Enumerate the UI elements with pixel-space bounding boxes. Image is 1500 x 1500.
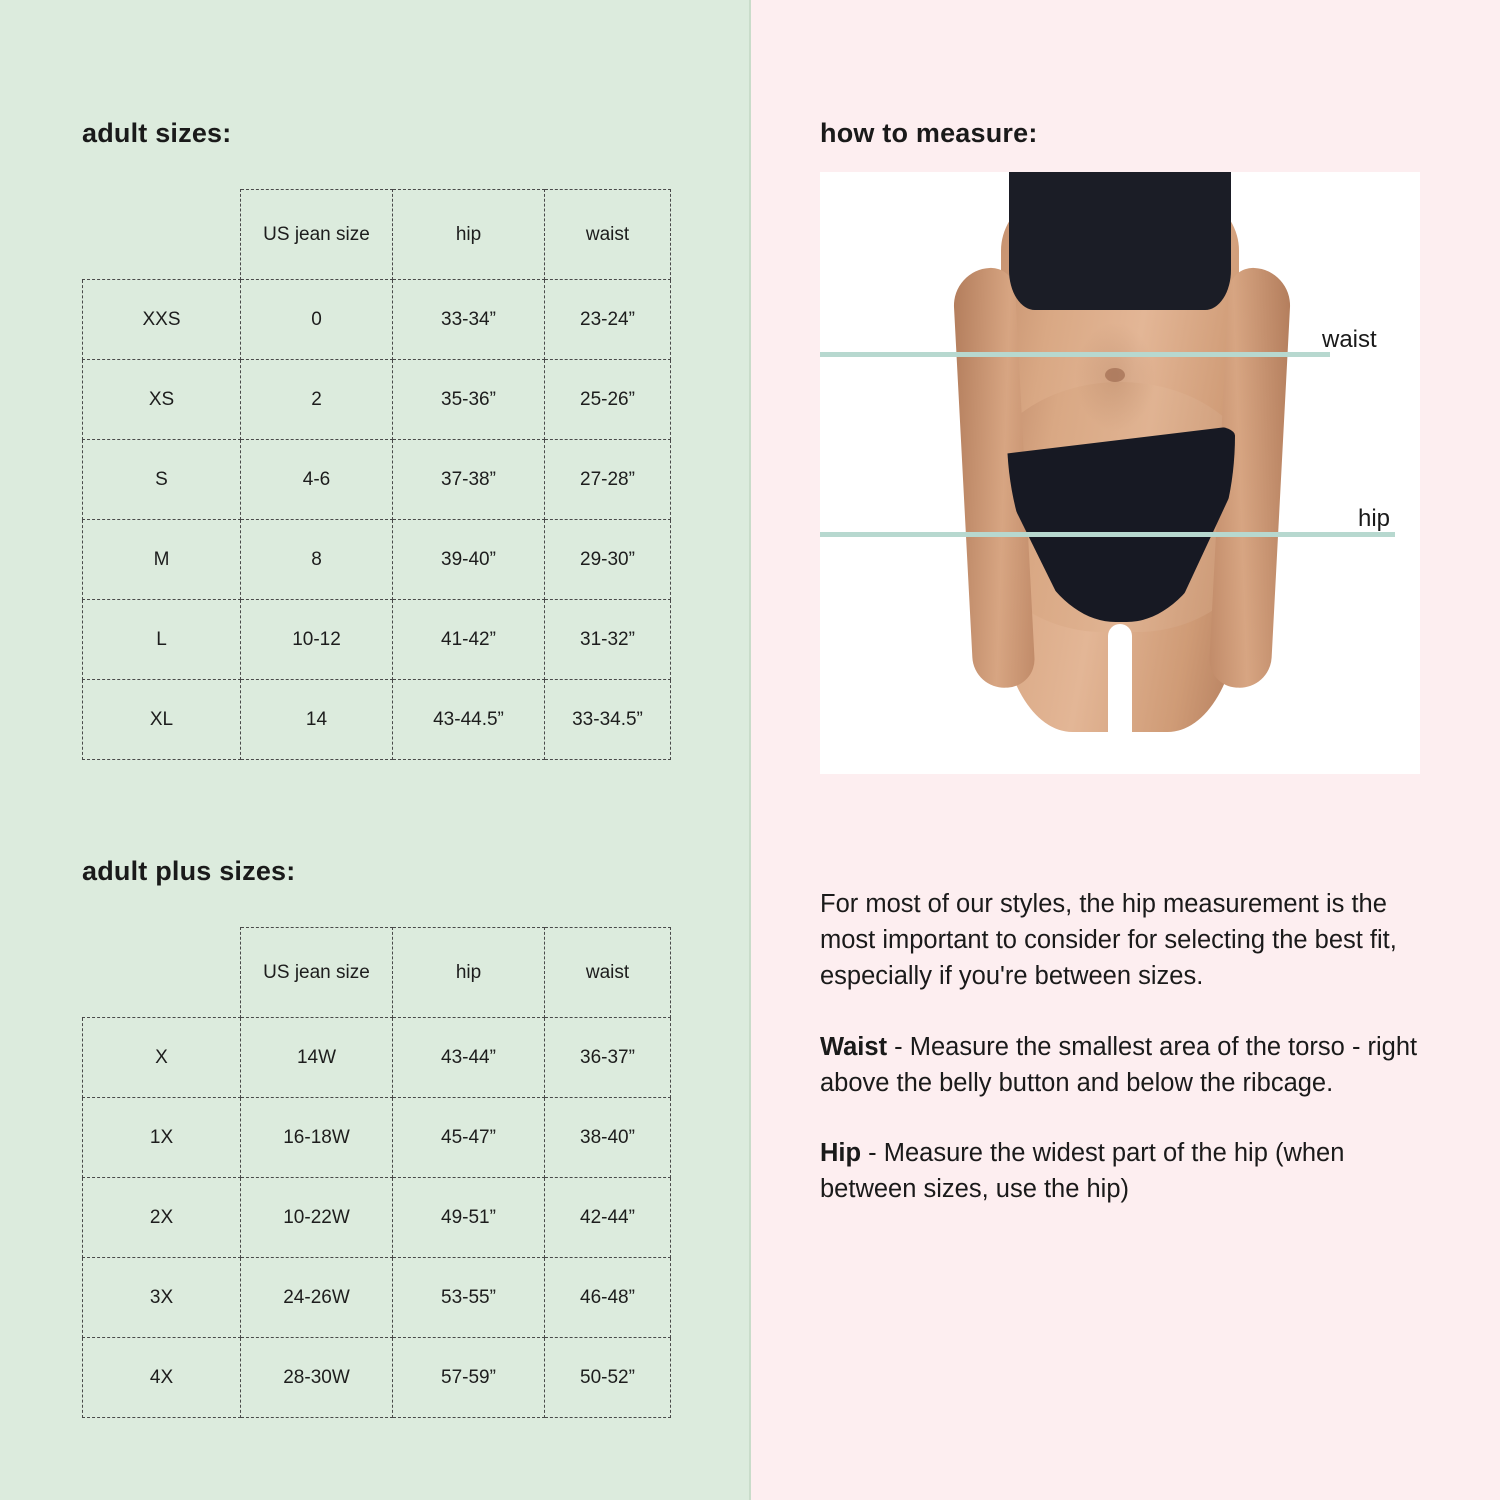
cell-hip: 53-55” [393,1258,545,1338]
cell-us-jean-size: 0 [241,280,393,360]
cell-us-jean-size: 24-26W [241,1258,393,1338]
cell-size: S [83,440,241,520]
hip-lead-label: Hip [820,1139,862,1168]
measurement-photo [820,172,1420,774]
cell-waist: 50-52” [545,1338,671,1418]
cell-us-jean-size: 2 [241,360,393,440]
cell-waist: 23-24” [545,280,671,360]
waist-label: waist [1322,326,1377,353]
waist-body-text: - Measure the smallest area of the torso - right above the belly button and below the ribcage. [820,1032,1418,1097]
cell-size: 4X [83,1338,241,1418]
cell-waist: 38-40” [545,1098,671,1178]
cell-waist: 27-28” [545,440,671,520]
table-row [83,280,671,360]
table-row [83,1258,671,1338]
photo-background [820,172,1420,774]
table-header-row [83,190,671,280]
cell-waist: 25-26” [545,360,671,440]
cell-us-jean-size: 10-12 [241,600,393,680]
cell-hip: 45-47” [393,1098,545,1178]
column-header-us-jean-size: US jean size [241,190,393,280]
navel-shape [1105,368,1125,382]
column-header-us-jean-size: US jean size [241,928,393,1018]
bra-top-shape [1009,172,1231,310]
adult-sizes-title: adult sizes: [82,118,232,148]
cell-hip: 57-59” [393,1338,545,1418]
instruction-paragraph-hip [820,1135,1440,1207]
how-to-measure-title: how to measure: [820,118,1038,148]
table-row [83,360,671,440]
column-header-size [83,928,241,1018]
cell-hip: 37-38” [393,440,545,520]
instruction-paragraph-waist [820,1029,1440,1101]
hip-body-text: - Measure the widest part of the hip (when between sizes, use the hip) [820,1139,1345,1204]
hip-measure-line [820,532,1395,537]
table-header-row [83,928,671,1018]
cell-size: XS [83,360,241,440]
cell-us-jean-size: 16-18W [241,1098,393,1178]
cell-us-jean-size: 8 [241,520,393,600]
adult-sizes-table [82,189,671,760]
cell-waist: 36-37” [545,1018,671,1098]
cell-hip: 43-44.5” [393,680,545,760]
cell-hip: 49-51” [393,1178,545,1258]
table-row [83,1098,671,1178]
body-illustration [955,172,1285,774]
cell-waist: 42-44” [545,1178,671,1258]
measurement-instructions [820,886,1440,1207]
column-header-size [83,190,241,280]
paragraph-text: For most of our styles, the hip measurement is the most important to consider for selecting the best fit, especially if you're between sizes. [820,890,1397,991]
table-row [83,600,671,680]
column-header-waist: waist [545,928,671,1018]
cell-us-jean-size: 14 [241,680,393,760]
cell-hip: 39-40” [393,520,545,600]
cell-size: 1X [83,1098,241,1178]
cell-size: M [83,520,241,600]
cell-waist: 29-30” [545,520,671,600]
cell-us-jean-size: 10-22W [241,1178,393,1258]
waist-measure-line [820,352,1330,357]
table-row [83,520,671,600]
cell-size: L [83,600,241,680]
table-row [83,1018,671,1098]
table-row [83,680,671,760]
cell-size: XXS [83,280,241,360]
waist-lead-label: Waist [820,1032,888,1061]
leg-gap-shape [1108,624,1132,774]
cell-us-jean-size: 14W [241,1018,393,1098]
cell-hip: 33-34” [393,280,545,360]
panel-divider [749,0,751,1500]
table-row [83,1178,671,1258]
cell-hip: 43-44” [393,1018,545,1098]
adult-plus-sizes-title: adult plus sizes: [82,856,296,886]
table-row [83,440,671,520]
cell-waist: 33-34.5” [545,680,671,760]
table-row [83,1338,671,1418]
cell-waist: 46-48” [545,1258,671,1338]
cell-size: XL [83,680,241,760]
column-header-hip: hip [393,928,545,1018]
cell-size: 2X [83,1178,241,1258]
cell-size: X [83,1018,241,1098]
instruction-paragraph-general [820,886,1440,995]
adult-plus-sizes-table [82,927,671,1418]
hip-label: hip [1358,505,1391,532]
cell-hip: 41-42” [393,600,545,680]
spacer [0,760,750,856]
cell-us-jean-size: 28-30W [241,1338,393,1418]
cell-size: 3X [83,1258,241,1338]
cell-waist: 31-32” [545,600,671,680]
column-header-waist: waist [545,190,671,280]
cell-us-jean-size: 4-6 [241,440,393,520]
cell-hip: 35-36” [393,360,545,440]
column-header-hip: hip [393,190,545,280]
